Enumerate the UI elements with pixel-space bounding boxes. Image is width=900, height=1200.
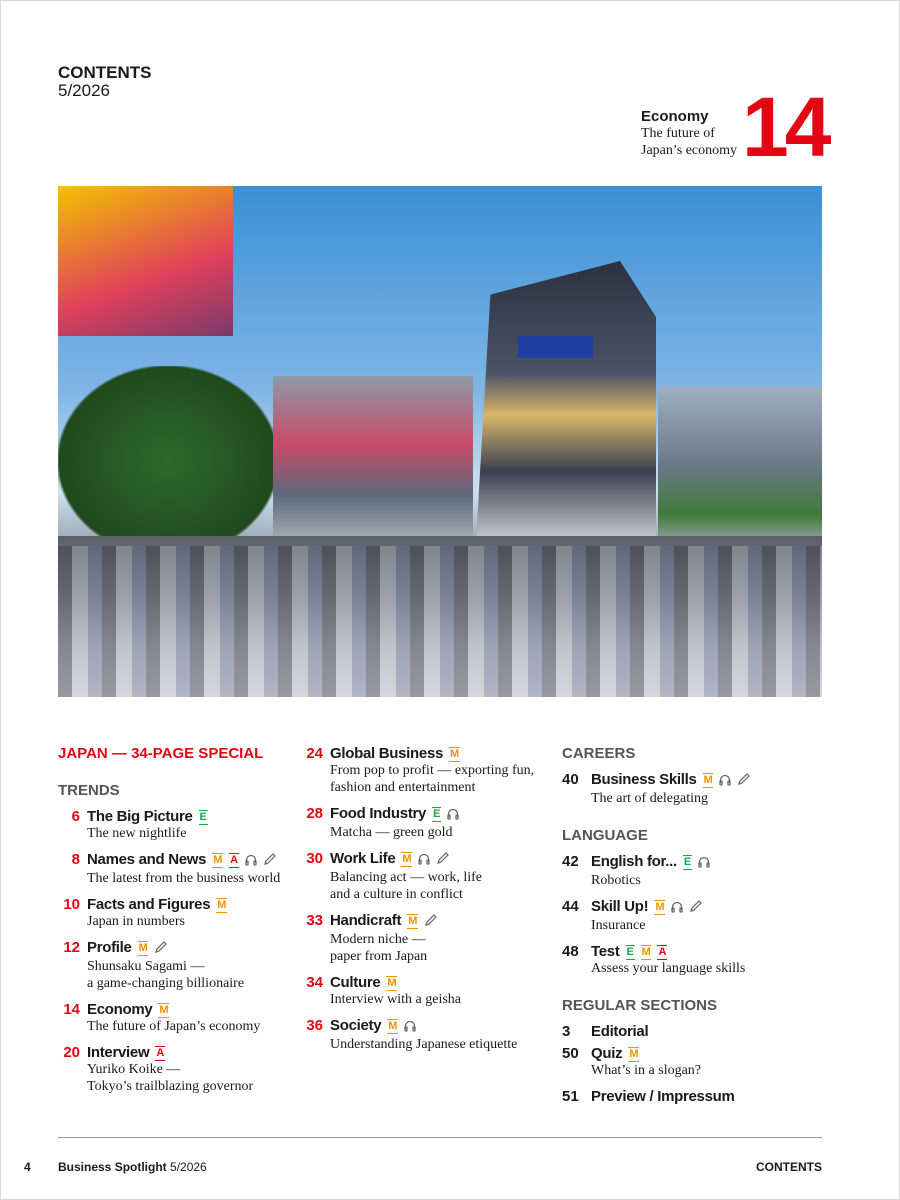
footer-divider	[58, 1137, 822, 1138]
toc-subtitle: Matcha — green gold	[330, 825, 453, 840]
toc-subtitle: Assess your language skills	[591, 961, 746, 976]
headphones-icon	[245, 853, 257, 870]
toc-subtitle: What’s in a slogan?	[591, 1063, 702, 1078]
toc-title: Work Life	[330, 850, 396, 867]
toc-subtitle: fashion and entertainment	[330, 780, 476, 795]
level-badge-m: M	[388, 1020, 398, 1032]
featured-page-number[interactable]: 14	[742, 80, 828, 174]
toc-subtitle: Shunsaku Sagami —	[87, 959, 205, 974]
toc-item[interactable]	[58, 1044, 298, 1095]
level-badge-m: M	[217, 899, 227, 911]
headphones-icon	[404, 1019, 416, 1036]
toc-item[interactable]	[562, 853, 802, 889]
footer-issue: 5/2026	[170, 1160, 207, 1174]
toc-subtitle: Insurance	[591, 918, 646, 933]
toc-title: Economy	[87, 1001, 153, 1018]
toc-subtitle: The latest from the business world	[87, 871, 281, 886]
pencil-icon	[263, 853, 276, 870]
toc-item[interactable]	[562, 1088, 802, 1105]
toc-page-number: 12	[63, 939, 80, 956]
toc-title: The Big Picture	[87, 808, 193, 825]
toc-item[interactable]	[301, 1017, 556, 1053]
level-badge-m: M	[629, 1048, 639, 1060]
pencil-icon	[737, 773, 750, 790]
toc-page-number: 30	[306, 850, 323, 867]
toc-page-number: 6	[71, 808, 80, 825]
toc-subtitle: a game-changing billionaire	[87, 976, 245, 991]
toc-item[interactable]	[562, 771, 802, 807]
featured-kicker: Economy	[641, 108, 709, 125]
headphones-icon	[719, 773, 731, 790]
headphones-icon	[418, 852, 430, 869]
level-badge-m: M	[703, 774, 713, 786]
headphones-icon	[698, 855, 710, 872]
toc-subtitle: Modern niche —	[330, 932, 426, 947]
pencil-icon	[154, 941, 167, 958]
column-right	[562, 745, 802, 1110]
column-middle	[301, 745, 556, 1062]
level-badge-m: M	[213, 854, 223, 866]
level-badge-m: M	[408, 915, 418, 927]
toc-page-number: 33	[306, 912, 323, 929]
section-heading: CAREERS	[562, 745, 636, 762]
toc-subtitle: Yuriko Koike —	[87, 1062, 181, 1077]
toc-title: English for...	[591, 853, 677, 870]
issue-date: 5/2026	[58, 81, 110, 100]
level-badge-m: M	[655, 901, 665, 913]
toc-item[interactable]	[562, 898, 802, 934]
toc-subtitle: The future of Japan’s economy	[87, 1019, 261, 1034]
toc-item[interactable]	[58, 851, 298, 887]
featured-article[interactable]	[641, 108, 751, 159]
toc-page-number: 50	[562, 1045, 579, 1062]
level-badge-e: E	[199, 811, 207, 823]
footer-page-number: 4	[24, 1160, 31, 1174]
toc-subtitle: Understanding Japanese etiquette	[330, 1037, 518, 1052]
toc-title: Facts and Figures	[87, 896, 211, 913]
toc-subtitle: Balancing act — work, life	[330, 870, 483, 885]
page-title: CONTENTS	[58, 63, 152, 82]
toc-page-number: 51	[562, 1088, 579, 1105]
level-badge-e: E	[433, 808, 441, 820]
toc-title: Quiz	[591, 1045, 623, 1062]
toc-title: Food Industry	[330, 805, 427, 822]
toc-subtitle: The new nightlife	[87, 826, 187, 841]
special-heading: JAPAN — 34-PAGE SPECIAL	[58, 745, 264, 762]
footer-publication	[58, 1160, 207, 1174]
toc-title: Preview / Impressum	[591, 1088, 735, 1105]
toc-title: Profile	[87, 939, 132, 956]
toc-page-number: 34	[306, 974, 323, 991]
headphones-icon	[671, 900, 683, 917]
featured-subtitle-line: Japan’s economy	[641, 143, 738, 158]
toc-subtitle: Tokyo’s trailblazing governor	[87, 1079, 254, 1094]
toc-subtitle: From pop to profit — exporting fun,	[330, 763, 535, 778]
page-header	[58, 64, 152, 100]
column-left	[58, 745, 298, 1104]
pencil-icon	[689, 900, 702, 917]
toc-title: Skill Up!	[591, 898, 649, 915]
toc-subtitle: Interview with a geisha	[330, 992, 462, 1007]
toc-subtitle: paper from Japan	[330, 949, 428, 964]
toc-page-number: 48	[562, 943, 579, 960]
toc-subtitle: and a culture in conflict	[330, 887, 463, 902]
toc-item[interactable]	[58, 1001, 298, 1035]
toc-page-number: 36	[306, 1017, 323, 1034]
toc-page-number: 14	[63, 1001, 80, 1018]
level-badge-a: A	[658, 946, 667, 958]
toc-page-number: 40	[562, 771, 579, 788]
toc-title: Interview	[87, 1044, 150, 1061]
toc-page-number: 24	[306, 745, 323, 762]
toc-page-number: 3	[562, 1023, 571, 1040]
toc-item[interactable]	[301, 912, 556, 965]
headphones-icon	[447, 807, 459, 824]
level-badge-e: E	[626, 946, 634, 958]
toc-item[interactable]	[58, 939, 298, 992]
toc-page-number: 42	[562, 853, 579, 870]
toc-title: Names and News	[87, 851, 207, 868]
toc-item[interactable]	[301, 745, 556, 796]
toc-subtitle: Japan in numbers	[87, 914, 185, 929]
level-badge-e: E	[683, 856, 691, 868]
toc-item[interactable]	[562, 1045, 802, 1079]
footer-magazine: Business Spotlight	[58, 1160, 167, 1174]
toc-item[interactable]	[562, 943, 802, 977]
level-badge-a: A	[230, 854, 238, 866]
level-badge-a: A	[156, 1047, 164, 1059]
toc-title: Handicraft	[330, 912, 402, 929]
section-heading-trends: TRENDS	[58, 782, 120, 799]
toc-page-number: 10	[63, 896, 80, 913]
level-badge-m: M	[450, 748, 459, 760]
pencil-icon	[436, 852, 449, 869]
toc-item[interactable]	[301, 850, 556, 903]
toc-item[interactable]	[58, 808, 298, 842]
toc-subtitle: The art of delegating	[591, 791, 709, 806]
toc-title: Test	[591, 943, 620, 960]
level-badge-m: M	[402, 853, 412, 865]
level-badge-m: M	[138, 942, 148, 954]
section-heading: LANGUAGE	[562, 827, 648, 844]
toc-page-number: 8	[71, 851, 80, 868]
featured-subtitle-line: The future of	[641, 126, 715, 141]
toc-page-number: 28	[306, 805, 323, 822]
toc-title: Business Skills	[591, 771, 697, 788]
toc-item[interactable]	[58, 896, 298, 930]
toc-title: Society	[330, 1017, 382, 1034]
toc-subtitle: Robotics	[591, 873, 641, 888]
toc-title: Culture	[330, 974, 381, 991]
level-badge-m: M	[387, 977, 397, 989]
footer-section: CONTENTS	[756, 1160, 822, 1174]
toc-title: Editorial	[591, 1023, 649, 1040]
toc-title: Global Business	[330, 745, 444, 762]
level-badge-m: M	[159, 1004, 169, 1016]
cover-photo-shibuya-crossing	[58, 186, 822, 697]
level-badge-m: M	[641, 946, 651, 958]
toc-item[interactable]	[301, 974, 556, 1008]
toc-item[interactable]	[301, 805, 556, 841]
toc-item[interactable]	[562, 1023, 802, 1040]
toc-page-number: 20	[63, 1044, 80, 1061]
section-heading: REGULAR SECTIONS	[562, 997, 718, 1014]
pencil-icon	[424, 914, 437, 931]
toc-page-number: 44	[562, 898, 579, 915]
